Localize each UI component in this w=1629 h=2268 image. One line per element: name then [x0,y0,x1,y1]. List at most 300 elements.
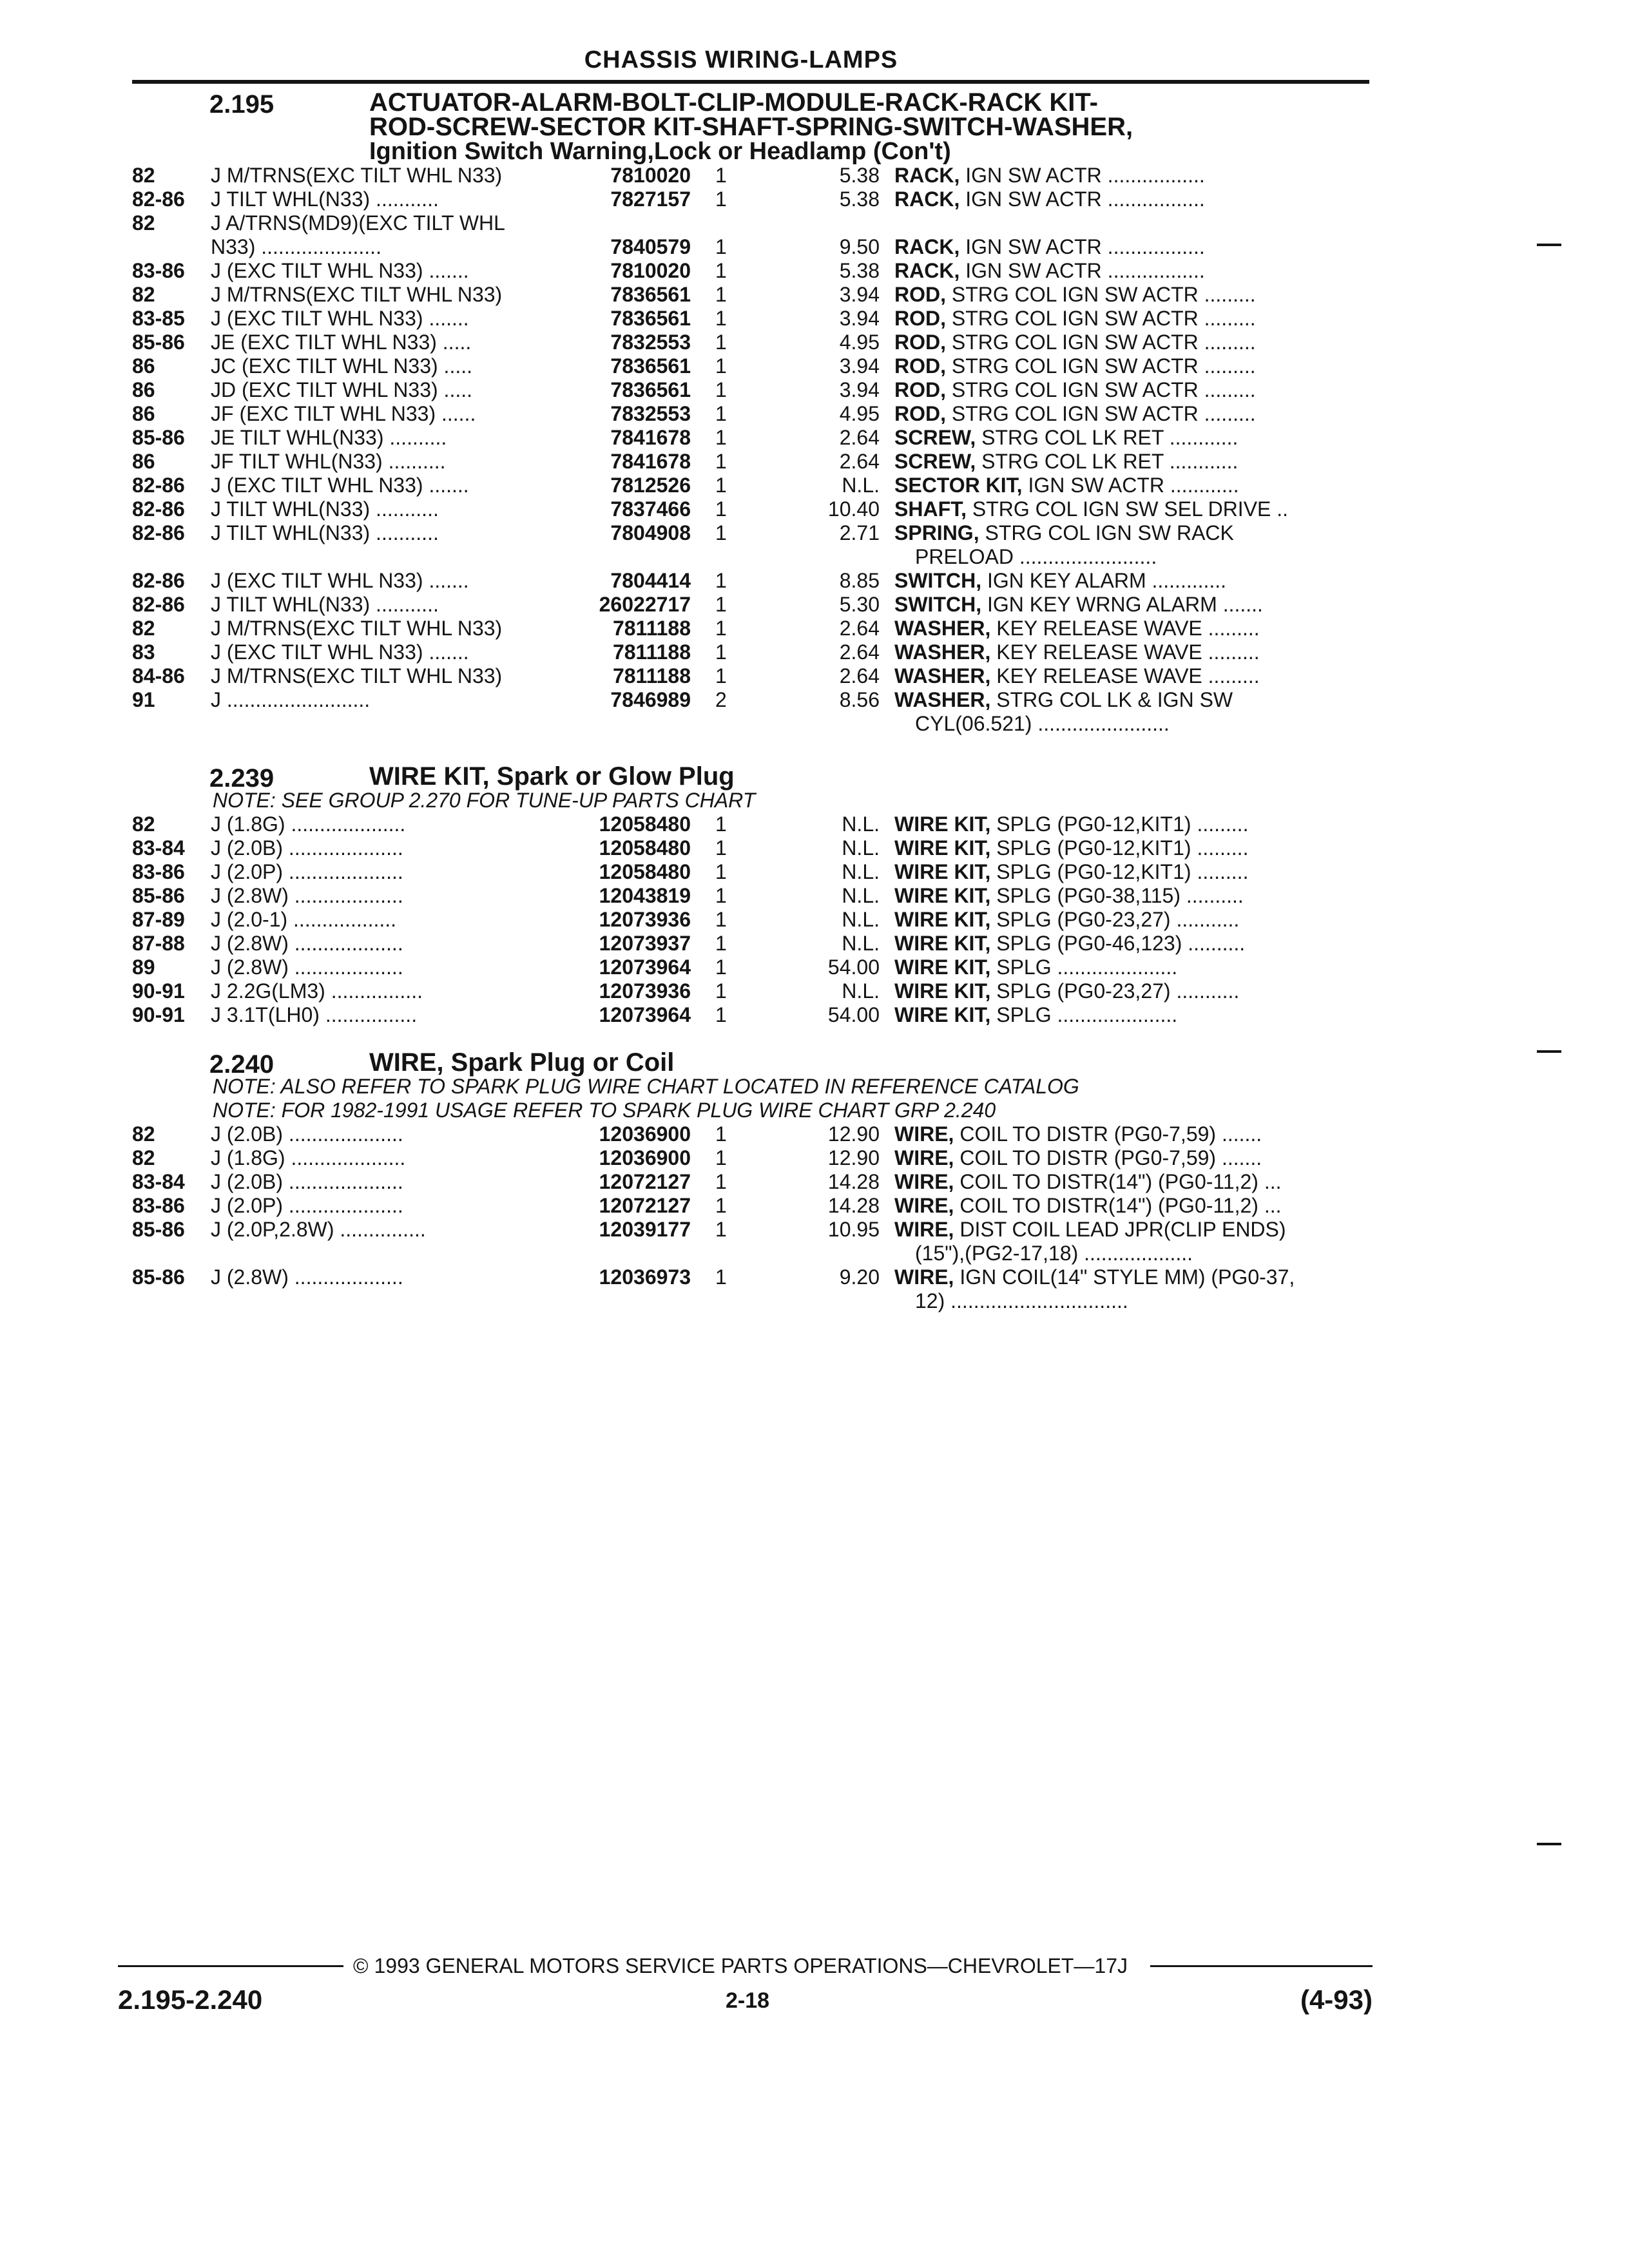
price: 3.94 [839,307,880,330]
part-number: 7811188 [612,617,691,640]
description-text: COIL TO DISTR (PG0-7,59) ....... [954,1122,1262,1146]
description-line [894,521,1234,544]
price: 2.64 [839,426,880,449]
quantity: 1 [715,836,727,860]
description-text: SPLG (PG0-46,123) .......... [990,932,1246,955]
price: 12.90 [827,1146,880,1169]
description-text: IGN SW ACTR ............ [1022,474,1239,497]
model-years: 82 [132,211,155,235]
model-years: 83-84 [132,1170,185,1193]
usage-line: J (2.0-1) .................. [211,908,397,931]
description-name: WASHER, [894,617,991,640]
section-header [132,90,1369,164]
model-years: 90-91 [132,1003,185,1026]
description-text: KEY RELEASE WAVE ......... [990,617,1260,640]
quantity: 1 [715,956,727,979]
description-text: SPLG (PG0-38,115) .......... [990,884,1244,907]
description-line [894,860,1248,883]
quantity: 1 [715,331,727,354]
price: 3.94 [839,283,880,306]
price: 3.94 [839,378,880,401]
model-years: 83-84 [132,836,185,860]
section-title-line: ROD-SCREW-SECTOR KIT-SHAFT-SPRING-SWITCH-WASHER, [369,113,1133,141]
description-text: STRG COL LK RET ............ [976,450,1239,473]
model-years: 82-86 [132,521,185,544]
description [894,378,1371,402]
description [894,521,1371,569]
description-name: WASHER, [894,688,991,711]
part-number: 7812526 [610,474,691,497]
description [894,617,1371,640]
model-years: 82 [132,283,155,306]
description-text: STRG COL IGN SW ACTR ......... [946,331,1256,354]
description [894,860,1371,884]
description [894,836,1371,860]
model-years: 83-86 [132,1194,185,1217]
quantity: 1 [715,860,727,883]
model-years: 87-88 [132,932,185,955]
section-title [369,1050,1369,1075]
table-row [132,860,1369,884]
model-years: 85-86 [132,1218,185,1241]
usage-line: J 2.2G(LM3) ................ [211,979,423,1003]
section-number: 2.240 [209,1050,275,1079]
description-line [894,688,1233,711]
usage-line: JE TILT WHL(N33) .......... [211,426,447,449]
description-name: WIRE, [894,1265,954,1289]
usage-line: J (2.0B) .................... [211,1122,403,1146]
table-row [132,211,1369,259]
usage-line: J TILT WHL(N33) ........... [211,187,439,211]
description-name: RACK, [894,164,960,187]
model-years: 86 [132,450,155,473]
section-subtitle: Ignition Switch Warning,Lock or Headlamp (Con't) [369,138,951,165]
table-row [132,378,1369,402]
table-row [132,812,1369,836]
section-2-240 [132,1050,1369,1313]
price: 14.28 [827,1170,880,1193]
description [894,664,1371,688]
part-number: 26022717 [599,593,691,616]
table-row [132,331,1369,354]
quantity: 1 [715,450,727,473]
description [894,283,1371,307]
description [894,474,1371,497]
section-note: NOTE: FOR 1982-1991 USAGE REFER TO SPARK PLUG WIRE CHART GRP 2.240 [213,1099,996,1122]
price: N.L. [842,932,880,955]
part-number: 12072127 [599,1170,691,1193]
model-years: 82-86 [132,474,185,497]
price: N.L. [842,836,880,860]
description [894,593,1371,617]
description [894,1122,1371,1146]
description-line [894,836,1248,860]
table-row [132,1265,1369,1313]
table-row [132,307,1369,331]
description-line [894,1194,1282,1217]
usage-line: J ......................... [211,688,371,711]
price: 54.00 [827,1003,880,1026]
usage-line: JF TILT WHL(N33) .......... [211,450,446,473]
price: 54.00 [827,956,880,979]
section-number: 2.239 [209,764,275,793]
description-line [894,812,1248,836]
description [894,1218,1371,1265]
description-line [894,283,1256,306]
description-name: ROD, [894,402,946,425]
table-row [132,164,1369,187]
table-row [132,1146,1369,1170]
description-line [894,497,1288,521]
table-row [132,1170,1369,1194]
price: N.L. [842,884,880,907]
margin-mark [1537,1050,1561,1053]
usage-line: J (2.8W) ................... [211,956,403,979]
section-2-239 [132,764,1369,1027]
quantity: 1 [715,1194,727,1217]
description-name: RACK, [894,187,960,211]
description-name: WIRE KIT, [894,812,991,836]
quantity: 1 [715,979,727,1003]
table-row [132,1218,1369,1265]
footer-rule-right [1150,1965,1373,1967]
description-text: STRG COL LK RET ............ [976,426,1239,449]
part-number: 12036973 [599,1265,691,1289]
part-number: 12073964 [599,956,691,979]
part-number: 7837466 [610,497,691,521]
description [894,979,1371,1003]
description-name: ROD, [894,378,946,401]
model-years: 83-85 [132,307,185,330]
price: 2.64 [839,640,880,664]
description-text: IGN SW ACTR ................. [959,164,1205,187]
table-row [132,1122,1369,1146]
description [894,402,1371,426]
model-years: 87-89 [132,908,185,931]
table-row [132,593,1369,617]
section-note: NOTE: ALSO REFER TO SPARK PLUG WIRE CHART LOCATED IN REFERENCE CATALOG [213,1075,1079,1098]
usage-line: J M/TRNS(EXC TILT WHL N33) [211,664,503,687]
model-years: 82 [132,164,155,187]
part-number: 12073936 [599,908,691,931]
price: N.L. [842,812,880,836]
quantity: 1 [715,932,727,955]
description-text: IGN KEY WRNG ALARM ....... [981,593,1263,616]
description-text: COIL TO DISTR(14") (PG0-11,2) ... [954,1194,1282,1217]
quantity: 1 [715,908,727,931]
description-name: ROD, [894,307,946,330]
description-name: SECTOR KIT, [894,474,1023,497]
quantity: 1 [715,307,727,330]
quantity: 1 [715,378,727,401]
description-line [894,593,1263,616]
model-years: 82-86 [132,187,185,211]
section-title-line: WIRE, Spark Plug or Coil [369,1048,675,1077]
description-line [894,450,1238,473]
quantity: 1 [715,283,727,306]
description-text: IGN KEY ALARM ............. [981,569,1227,592]
quantity: 1 [715,1218,727,1241]
description [894,1003,1371,1027]
description-line [894,402,1256,425]
part-number: 7836561 [610,378,691,401]
description-line [894,956,1177,979]
part-number: 7846989 [610,688,691,711]
description-text: SPLG (PG0-23,27) ........... [990,979,1240,1003]
price: 4.95 [839,402,880,425]
description-text: IGN SW ACTR ................. [959,259,1205,282]
usage-line: J (EXC TILT WHL N33) ....... [211,259,469,282]
model-years: 85-86 [132,426,185,449]
price: N.L. [842,474,880,497]
part-number: 12072127 [599,1194,691,1217]
price: 9.50 [839,235,880,258]
usage-line: J A/TRNS(MD9)(EXC TILT WHL [211,211,505,235]
description-line [894,378,1256,401]
part-number: 12073964 [599,1003,691,1026]
description-text: STRG COL LK & IGN SW [990,688,1233,711]
usage-line: J (2.0P) .................... [211,860,403,883]
description [894,307,1371,331]
usage-line: J M/TRNS(EXC TILT WHL N33) [211,617,503,640]
footer-group-range: 2.195-2.240 [118,1984,263,2015]
usage-line: JE (EXC TILT WHL N33) ..... [211,331,472,354]
quantity: 1 [715,884,727,907]
model-years: 83 [132,640,155,664]
table-row [132,426,1369,450]
footer-page-number: 2-18 [725,1988,770,2013]
description-line-2: PRELOAD ........................ [915,545,1157,568]
description [894,450,1371,474]
description-line [894,617,1260,640]
part-number: 12036900 [599,1122,691,1146]
price: 10.95 [827,1218,880,1241]
price: N.L. [842,860,880,883]
price: 4.95 [839,331,880,354]
quantity: 1 [715,259,727,282]
model-years: 85-86 [132,1265,185,1289]
description-text: IGN SW ACTR ................. [959,235,1205,258]
section-note: NOTE: SEE GROUP 2.270 FOR TUNE-UP PARTS CHART [213,789,756,812]
description-line [894,187,1205,211]
table-row [132,354,1369,378]
part-number: 12073936 [599,979,691,1003]
description-line [894,259,1205,282]
quantity: 1 [715,426,727,449]
part-number: 12036900 [599,1146,691,1169]
usage-line: JF (EXC TILT WHL N33) ...... [211,402,476,425]
description-line [894,884,1244,907]
description-name: SWITCH, [894,593,982,616]
table-row [132,908,1369,932]
price: 9.20 [839,1265,880,1289]
description-line [894,979,1239,1003]
table-row [132,569,1369,593]
model-years: 85-86 [132,884,185,907]
price: 12.90 [827,1122,880,1146]
quantity: 1 [715,164,727,187]
description-text: COIL TO DISTR(14") (PG0-11,2) ... [954,1170,1282,1193]
usage-line: J (2.0P) .................... [211,1194,403,1217]
description [894,1194,1371,1218]
price: 8.56 [839,688,880,711]
model-years: 82 [132,1122,155,1146]
description-text: SPLG ..................... [990,1003,1178,1026]
description-text: SPLG ..................... [990,956,1178,979]
description-text: STRG COL IGN SW ACTR ......... [946,402,1256,425]
description-text: KEY RELEASE WAVE ......... [990,640,1260,664]
margin-mark [1537,1843,1561,1845]
description-line [894,569,1226,592]
price: 2.64 [839,450,880,473]
description-name: SCREW, [894,450,976,473]
quantity: 1 [715,1170,727,1193]
description [894,354,1371,378]
part-number: 7810020 [610,164,691,187]
usage-line: J M/TRNS(EXC TILT WHL N33) [211,283,503,306]
description-line [894,331,1256,354]
usage-line: JC (EXC TILT WHL N33) ..... [211,354,472,378]
quantity: 1 [715,569,727,592]
description-text: KEY RELEASE WAVE ......... [990,664,1260,687]
section-title-line: WIRE KIT, Spark or Glow Plug [369,762,735,791]
price: 14.28 [827,1194,880,1217]
quantity: 1 [715,1003,727,1026]
table-row [132,664,1369,688]
part-number: 12058480 [599,836,691,860]
usage-line-2: N33) ..................... [211,235,381,258]
table-row [132,956,1369,979]
quantity: 2 [715,688,727,711]
section-header [132,762,1369,793]
part-number: 7836561 [610,283,691,306]
description-name: WIRE KIT, [894,836,991,860]
model-years: 83-86 [132,259,185,282]
description-name: WIRE, [894,1194,954,1217]
table-row [132,932,1369,956]
quantity: 1 [715,664,727,687]
usage-line: JD (EXC TILT WHL N33) ..... [211,378,472,401]
description [894,640,1371,664]
description [894,1146,1371,1170]
quantity: 1 [715,402,727,425]
description-name: RACK, [894,235,960,258]
usage-line: J TILT WHL(N33) ........... [211,521,439,544]
description-name: WIRE, [894,1122,954,1146]
description [894,956,1371,979]
description-line [894,932,1245,955]
description-text: IGN SW ACTR ................. [959,187,1205,211]
description [894,164,1371,187]
description-text: SPLG (PG0-12,KIT1) ......... [990,860,1249,883]
table-row [132,836,1369,860]
quantity: 1 [715,521,727,544]
table-row [132,402,1369,426]
part-number: 7811188 [612,664,691,687]
price: 2.71 [839,521,880,544]
description-line [894,640,1260,664]
price: 10.40 [827,497,880,521]
description-line [894,664,1260,687]
usage-line: J (2.8W) ................... [211,884,403,907]
section-title-line: ACTUATOR-ALARM-BOLT-CLIP-MODULE-RACK-RACK KIT- [369,88,1098,117]
description [894,812,1371,836]
part-number: 7841678 [610,426,691,449]
description-line-2: 12) ............................... [915,1289,1128,1312]
model-years: 85-86 [132,331,185,354]
model-years: 82-86 [132,569,185,592]
description-name: SWITCH, [894,569,982,592]
margin-mark [1537,244,1561,246]
table-row [132,187,1369,211]
price: N.L. [842,979,880,1003]
description-text: STRG COL IGN SW ACTR ......... [946,307,1256,330]
description-text: COIL TO DISTR (PG0-7,59) ....... [954,1146,1262,1169]
description-line [894,1218,1286,1241]
quantity: 1 [715,640,727,664]
description-text: STRG COL IGN SW ACTR ......... [946,354,1256,378]
description-text: STRG COL IGN SW SEL DRIVE .. [967,497,1289,521]
description-line [894,354,1256,378]
description-name: ROD, [894,354,946,378]
description-name: SCREW, [894,426,976,449]
part-number: 7811188 [612,640,691,664]
model-years: 84-86 [132,664,185,687]
description [894,1265,1371,1313]
usage-line: J (2.0P,2.8W) ............... [211,1218,426,1241]
description-text: SPLG (PG0-23,27) ........... [990,908,1240,931]
quantity: 1 [715,497,727,521]
description-name: WIRE KIT, [894,884,991,907]
model-years: 89 [132,956,155,979]
description [894,884,1371,908]
usage-line: J (2.8W) ................... [211,932,403,955]
usage-line: J (EXC TILT WHL N33) ....... [211,569,469,592]
part-number: 12058480 [599,812,691,836]
price: 5.30 [839,593,880,616]
table-row [132,450,1369,474]
part-number: 7836561 [610,307,691,330]
section-title [369,90,1369,164]
price: 8.85 [839,569,880,592]
table-row [132,688,1369,736]
description-line [894,1265,1295,1289]
part-number: 7840579 [610,235,691,258]
table-row [132,617,1369,640]
description-name: ROD, [894,331,946,354]
description-name: SPRING, [894,521,979,544]
table-row [132,1194,1369,1218]
description [894,688,1371,736]
part-number: 7810020 [610,259,691,282]
usage-line: J (1.8G) .................... [211,812,406,836]
description [894,497,1371,521]
description-name: RACK, [894,259,960,282]
section-2-195 [132,90,1369,736]
footer-rule-left [118,1965,343,1967]
model-years: 86 [132,378,155,401]
part-number: 12043819 [599,884,691,907]
price: 5.38 [839,164,880,187]
table-row [132,474,1369,497]
usage-line: J (EXC TILT WHL N33) ....... [211,307,469,330]
description [894,908,1371,932]
description-text: SPLG (PG0-12,KIT1) ......... [990,836,1249,860]
usage-line: J (2.0B) .................... [211,836,403,860]
quantity: 1 [715,1265,727,1289]
part-number: 7804908 [610,521,691,544]
model-years: 86 [132,354,155,378]
